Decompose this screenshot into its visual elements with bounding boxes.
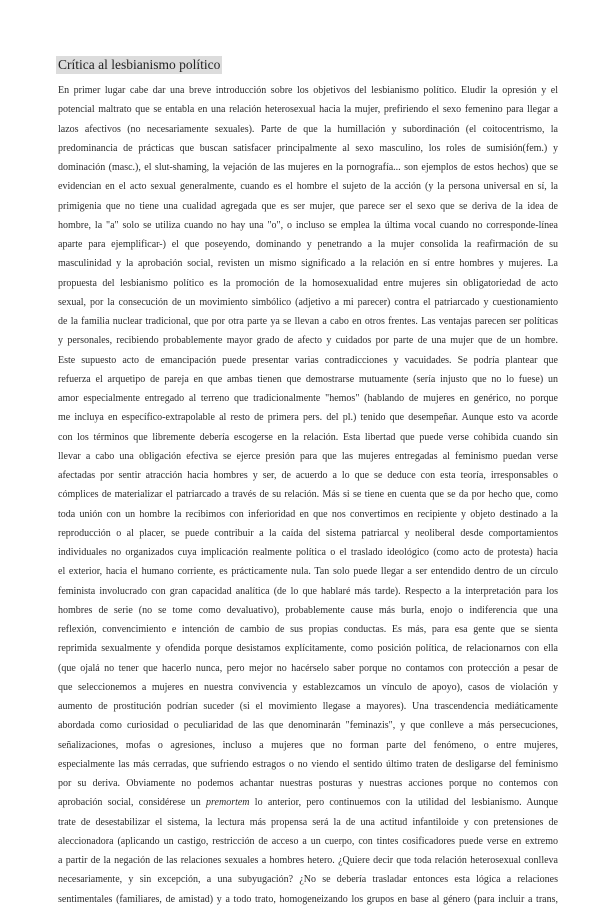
document-title: Crítica al lesbianismo político (58, 57, 221, 72)
text-line: a partir de la negación de las relaciones sexuales a hombres hetero. ¿Quiere decir que toda relación heterosexual conlleva (58, 855, 558, 866)
text-line: el exterior, hacia el humano corriente, es prácticamente nula. Tan solo puede llegar a ser entendido dentro de un círculo (58, 566, 558, 578)
italic-term: premortem (206, 797, 250, 809)
text-line: especialmente las más cerradas, que sufriendo estragos o no viendo el sentido último traten de desligarse del feminismo (58, 758, 558, 770)
text-line: por su deriva. Obviamente no podemos achantar nuestras posturas y nuestras acciones porque no contemos con (58, 778, 558, 789)
text-line: refuerza el arquetipo de pareja en que ambas tienen que demostrarse mutuamente (sería injusto que no lo fuese) un (58, 373, 558, 385)
text-line: masculinidad y la aprobación social, revisten un mismo significado a la relación en sí entre hombres y mujeres. La (58, 258, 558, 270)
text-line: con los términos que libremente debería escogerse en la relación. Esta libertad que puede verse cohibida cuando sin (58, 431, 558, 443)
text-line: necesariamente, y sin excepción, a una subyugación? ¿No se debería trasladar entonces esta lógica a relaciones (58, 874, 558, 886)
text-line: reproducción o al placer, se puede contribuir a la caída del sistema patriarcal y neoliberal desde comportamientos (58, 527, 558, 539)
text-line: señalizaciones, mofas o agresiones, incluso a mujeres que no forman parte del fenómeno, o entre mujeres, (58, 739, 558, 751)
text-line: feminista involucrado con gran capacidad analítica (de lo que hablaré más tarde). Respecto a la interpretación para los (58, 585, 558, 597)
text-line: de la familia nuclear tradicional, que por otra parte ya se llevan a cabo en otros frentes. Las ventajas parecen ser políticas (58, 316, 558, 327)
text-line: dominación (masc.), el slut-shaming, la vejación de las mujeres en la pornografía... son ejemplos de estos hechos) que se (58, 162, 558, 173)
text-line-premortem (58, 793, 558, 812)
text-line: sentimentales (familiares, de amistad) y a todo trato, homogeneizando los grupos en base al género (para incluir a trans, (58, 893, 558, 905)
text-line: En primer lugar cabe dar una breve introducción sobre los objetivos del lesbianismo político. Eludir la opresión y el (58, 85, 558, 96)
text-line: reprimida sexualmente y ofendida porque desistamos explícitamente, como posición política, de relacionarnos con ella (58, 643, 558, 655)
text-line: amor especialmente entregado al terreno que tradicionalmente "hemos" (hablando de mujeres en genérico, no porque (58, 393, 558, 404)
text-line: cómplices de materializar el patriarcado a través de su relación. Más si se tiene en cuenta que se da por hecho que, como (58, 489, 558, 501)
text-span: aprobación social, considérese un (58, 797, 207, 809)
text-line: abordada como curiosidad o peculiaridad de las que denominarán "feminazis", y que conlleve a más persecuciones, (58, 720, 558, 732)
text-line: evidencian en el acto sexual generalmente, cuando es el hombre el sujeto de la acción (y la persona universal en sí, la (58, 181, 558, 193)
text-line: hombres de serie (no se tome como devaluativo), probablemente cause más burla, enojo o indiferencia que una (58, 604, 558, 616)
text-line: propuesta del lesbianismo político es la promoción de la homosexualidad entre mujeres sin obligatoriedad de acto (58, 277, 558, 289)
text-line: primigenia que no tiene una cualidad agregada que es ser mujer, que parece ser el sexo que se deriva de la idea de (58, 200, 558, 212)
text-line: aparte para ejemplificar-) el que poseyendo, dominando y penetrando a la mujer consolida la reafirmación de su (58, 239, 558, 250)
text-line: predominancia de prácticas que buscan satisfacer principalmente al sexo masculino, los roles de sumisión(fem.) y (58, 142, 558, 154)
text-line: me incluya en específico-extrapolable al resto de primera pers. del pl.) tenido que desempeñar. Aunque esto va acorde (58, 412, 558, 424)
text-line: individuales no organizados cuya implicación realmente política o el traslado ideológico (como acto de protesta) hacia (58, 547, 558, 558)
text-line: hombre, la "a" solo se utiliza cuando no hay una "o", o incluso se emplea la última vocal cuando no corresponde-línea (58, 219, 558, 231)
text-line: trate de desestabilizar el sistema, la lectura más propensa será la de una actitud infantiloide y con pretensiones de (58, 816, 558, 828)
document-body (58, 81, 558, 909)
text-line: llevar a cabo una obligación efectiva se ejerce presión para que las mujeres entregadas al feminismo puedan verse (58, 450, 558, 462)
text-line: (que ojalá no tener que hacerlo nunca, pero mejor no hacérselo saber porque no contamos con protección a pesar de (58, 662, 558, 674)
text-line: aleccionadora (aplicando un castigo, restricción de acceso a un cuerpo, con tintes cosificadores puede verse en extremo (58, 835, 558, 847)
text-line: reflexión, convencimiento e intención de cambio de sus propias conductas. Es más, para esa gente que se sienta (58, 624, 558, 635)
text-span: lo anterior, pero continuemos con la utilidad del lesbianismo. Aunque (249, 797, 558, 809)
text-line: y personales, recibiendo probablemente mayor grado de afecto y cuidados por parte de una mujer que de un hombre. (58, 335, 558, 347)
text-line: afectadas por sentir atracción hacia hombres y ser, de acuerdo a lo que se deduce con esta teoría, irresponsables o (58, 470, 558, 481)
text-line: toda unión con un hombre la recibimos con inferioridad en que nos convertimos en recipiente y objeto destinado a la (58, 508, 558, 520)
text-line: lazos afectivos (no necesariamente sexuales). Parte de que la humillación y subordinación (el coitocentrismo, la (58, 123, 558, 135)
text-line: que seleccionemos a mujeres en nuestra convivencia y establezcamos un vínculo de apoyo), casos de violación y (58, 681, 558, 693)
text-line: Este supuesto acto de emancipación puede presentar varias contradicciones y vacuidades. Se podría plantear que (58, 354, 558, 366)
text-line: sexual, por la consecución de un movimiento simbólico (adjetivo a mi parecer) contra el patriarcado y cuestionamiento (58, 296, 558, 308)
text-line: potencial maltrato que se entabla en una relación heterosexual hacia la mujer, prefiriendo el sexo femenino para llegar a (58, 104, 558, 116)
document-page (58, 56, 558, 909)
text-line: aumento de prostitución podrían suceder (si el movimiento llegase a mayores). Una trascendencia mediáticamente (58, 701, 558, 712)
